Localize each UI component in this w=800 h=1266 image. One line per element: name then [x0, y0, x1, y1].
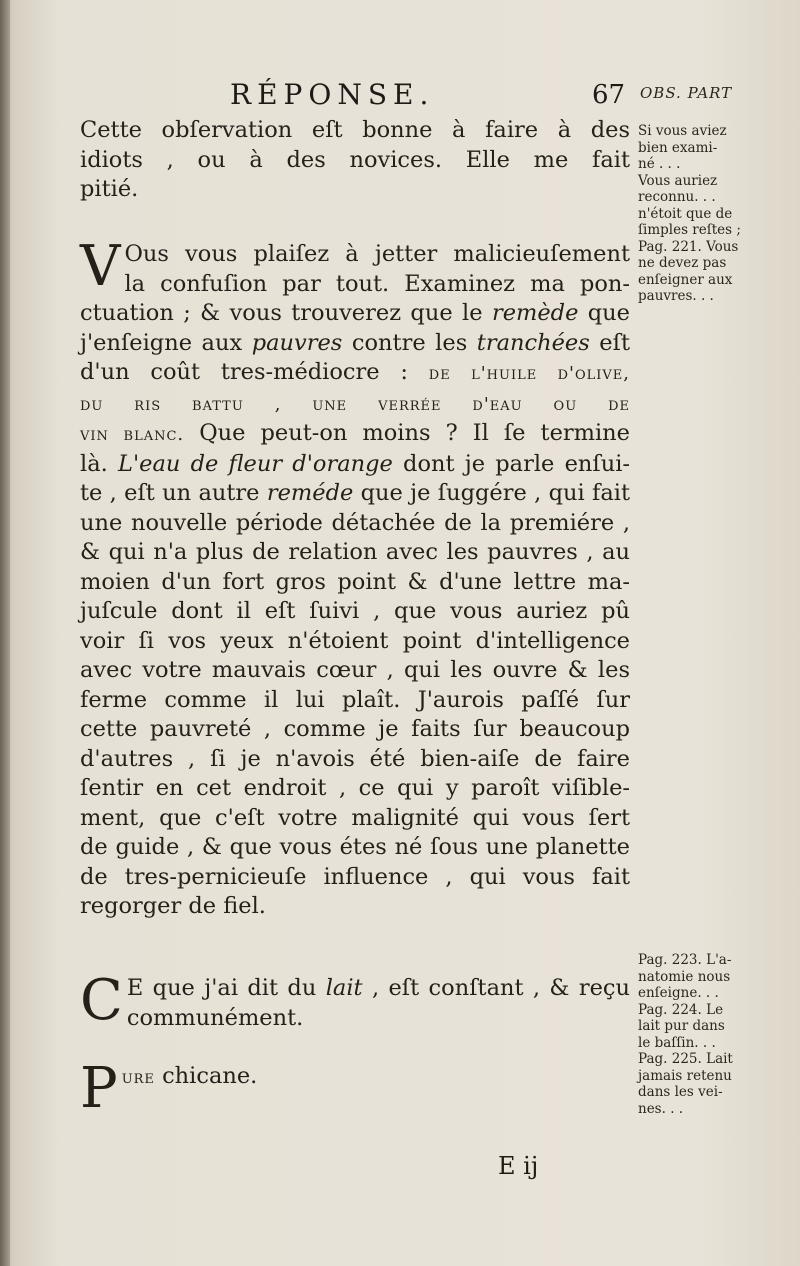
drop-cap: C: [80, 968, 123, 1033]
note-line: Pag. 221. Vous: [638, 238, 739, 255]
note-line: Vous auriez: [638, 172, 718, 189]
text-line: voir ſi vos yeux n'étoient point d'intelligence: [80, 627, 630, 654]
running-header: RÉPONSE.: [230, 78, 435, 111]
signature-mark: E ij: [498, 1152, 539, 1180]
text-line: avec votre mauvais cœur , qui les ouvre & les: [80, 657, 630, 683]
text-line: de tres-pernicieuſe influence , qui vous fait: [80, 863, 630, 890]
text-line: là. L'eau de fleur d'orange dont je parle enſui-: [80, 450, 631, 477]
note-line: nes. . .: [638, 1100, 684, 1117]
text-line: juſcule dont il eſt ſuivi , que vous auriez pû: [80, 598, 630, 624]
text-line: d'autres , ſi je n'avois été bien-aiſe de faire: [80, 745, 630, 772]
note-line: pauvres. . .: [638, 288, 714, 304]
note-line: Si vous aviez: [638, 123, 727, 139]
text-line: d'un coût tres-médiocre : de l'huile d'olive,: [80, 359, 630, 385]
paragraph-chicane: [80, 1056, 630, 1121]
small-caps-text: du ris battu , une verrée d'eau ou de: [80, 393, 630, 415]
note-line: n'étoit que de: [638, 205, 733, 222]
margin-notes-bottom: [638, 952, 756, 1117]
text-line: ſentir en cet endroit , ce qui y paroît viſible-: [80, 775, 630, 801]
text-line: ferme comme il lui plaît. J'aurois paſſé ſur: [80, 686, 630, 713]
paragraph-response: [80, 234, 631, 922]
text-line: regorger de fiel.: [80, 893, 266, 919]
margin-header: OBS. PART: [640, 84, 733, 102]
small-caps-text: ure: [121, 1067, 155, 1088]
note-line: Pag. 224. Le: [638, 1001, 724, 1018]
text-line: ure chicane.: [121, 1063, 258, 1089]
text-line: vin blanc. Que peut-on moins ? Il ſe termine: [80, 420, 630, 446]
text-line: E que j'ai dit du lait , eſt conſtant , & reçu: [126, 975, 630, 1001]
note-line: ne devez pas: [638, 255, 727, 271]
paragraph-observation: [80, 116, 630, 205]
note-line: Pag. 223. L'a-: [638, 952, 732, 968]
drop-cap: P: [80, 1056, 118, 1121]
text-line: j'enſeigne aux pauvres contre les tranchées eſt: [80, 329, 630, 356]
note-line: ſimples reſtes ;: [638, 222, 741, 238]
margin-notes-top: [638, 123, 756, 305]
italic-word: remède: [491, 300, 579, 326]
note-line: dans les vei-: [638, 1084, 723, 1100]
note-line: enſeigner aux: [638, 271, 733, 288]
note-line: Pag. 225. Lait: [638, 1051, 733, 1067]
text-line: idiots , ou à des novices. Elle me fait: [80, 146, 630, 173]
note-line: né . . .: [638, 156, 681, 172]
book-spine-shadow: [0, 0, 10, 1266]
text-line: une nouvelle période détachée de la premiére ,: [80, 509, 630, 536]
note-line: bien exami-: [638, 139, 718, 156]
text-line: cette pauvreté , comme je faits ſur beaucoup: [80, 716, 630, 742]
note-line: le baſſin. . .: [638, 1034, 716, 1051]
note-line: reconnu. . .: [638, 189, 716, 205]
page-number: 67: [592, 80, 626, 110]
italic-phrase: L'eau de fleur d'orange: [118, 450, 393, 477]
paragraph-lait: [80, 968, 630, 1033]
small-caps-text: vin blanc.: [80, 424, 185, 445]
text-line: Cette obſervation eſt bonne à faire à des: [80, 117, 630, 143]
small-caps-text: de l'huile d'olive,: [428, 363, 630, 384]
text-line: Ous vous plaiſez à jetter malicieuſement: [124, 241, 630, 267]
text-line: [80, 389, 630, 420]
italic-word: tranchées: [476, 329, 590, 356]
italic-word: pauvres: [251, 329, 343, 356]
note-line: natomie nous: [638, 968, 731, 985]
note-line: enſeigne. . .: [638, 985, 719, 1001]
text-line: la confuſion par tout. Examinez ma pon-: [124, 270, 630, 297]
text-line: & qui n'a plus de relation avec les pauvres , au: [80, 539, 630, 565]
note-line: jamais retenu: [638, 1067, 732, 1084]
italic-word: reméde: [266, 480, 354, 506]
text-line: te , eſt un autre reméde que je ſuggére , qui fait: [80, 480, 630, 506]
text-line: de guide , & que vous étes né ſous une planette: [80, 834, 630, 860]
text-line: ment, que c'eſt votre malignité qui vous ſert: [80, 804, 630, 831]
text-line: moien d'un fort gros point & d'une lettre ma-: [80, 568, 630, 595]
italic-word: lait: [325, 975, 363, 1001]
text-line: pitié.: [80, 176, 139, 202]
drop-cap: V: [80, 234, 121, 299]
text-line: communément.: [126, 1004, 304, 1031]
note-line: lait pur dans: [638, 1018, 725, 1034]
text-line: ctuation ; & vous trouverez que le remède que: [80, 300, 630, 326]
